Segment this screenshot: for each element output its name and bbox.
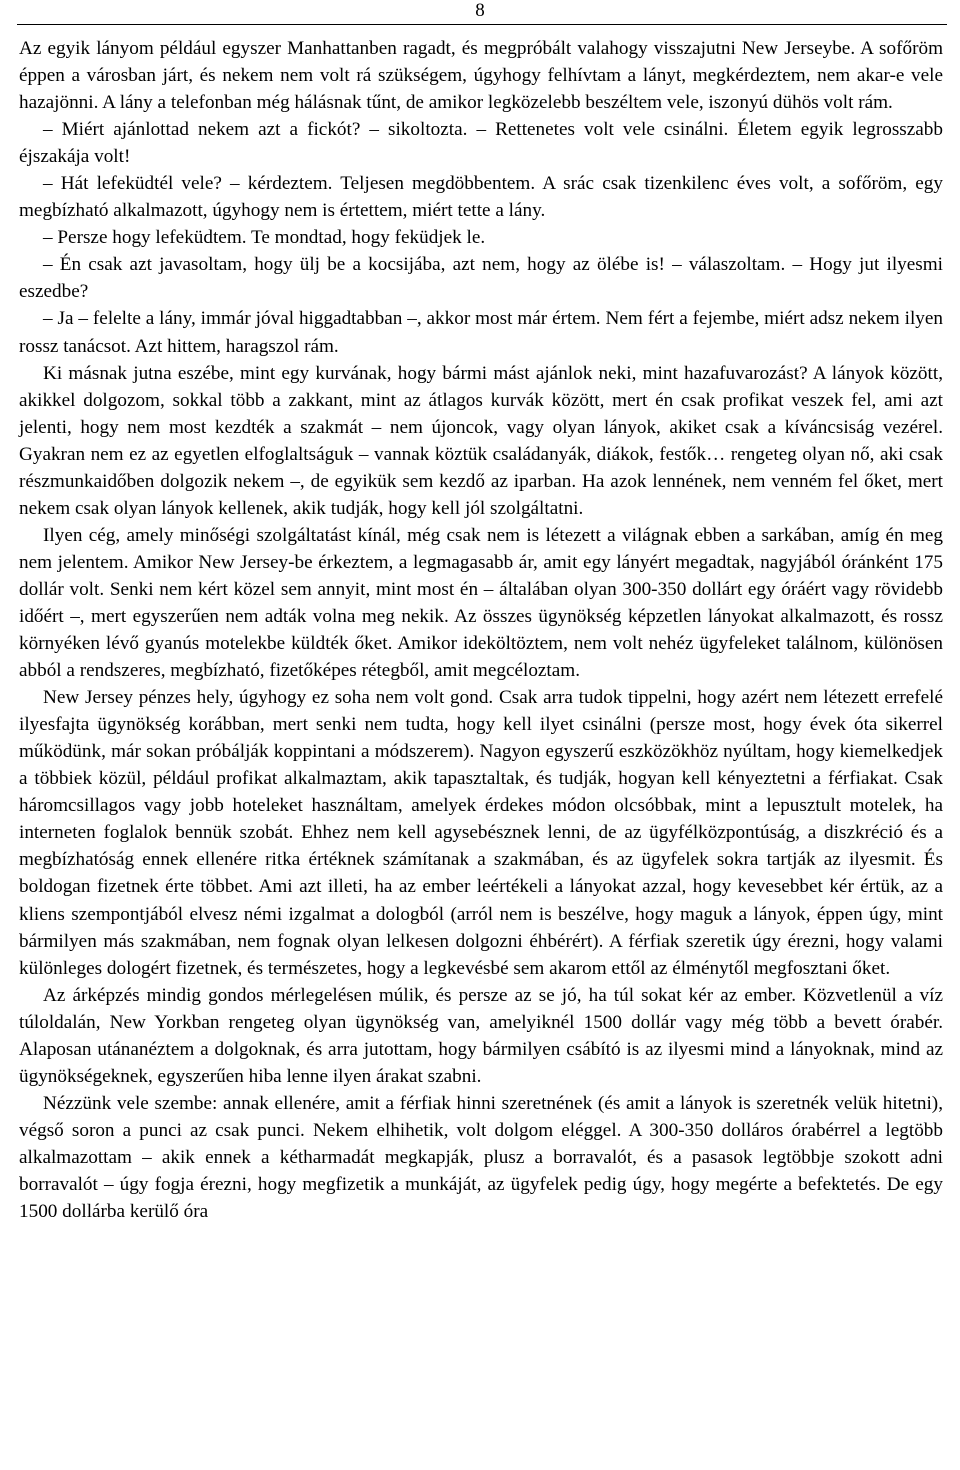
paragraph: – Hát lefeküdtél vele? – kérdeztem. Teljesen megdöbbentem. A srác csak tizenkilenc éves volt, a sofőröm, egy megbízható alkalmazott, úgyhogy nem is értettem, miért tette a lány. xyxy=(19,173,943,222)
paragraph: – Ja – felelte a lány, immár jóval higgadtabban –, akkor most már értem. Nem fért a fejembe, miért adsz nekem ilyen rossz tanácsot. Azt hittem, haragszol rám. xyxy=(19,308,943,357)
paragraph: Ilyen cég, amely minőségi szolgáltatást kínál, még csak nem is létezett a világnak ebben a sarkában, amíg én meg nem jelentem. Amikor New Jersey-be érkeztem, a legmagasabb ár, amit egy lányért megadtak, nagyjából óránként 175 dollár volt. Senki nem kért közel sem annyit, mint most én – általában olyan 300-350 dollárt egy óráért vagy rövidebb időért –, mert egyszerűen nem adták volna meg nekik. Az összes ügynökség képzetlen lányokat alkalmazott, és rossz környéken lévő gyanús motelekbe küldték őket. Amikor ideköltöztem, nem volt nehéz ügyfeleket találnom, különösen abból a rendszeres, megbízható, fizetőképes rétegből, amit megcéloztam. xyxy=(19,524,943,682)
header-rule xyxy=(17,24,947,25)
page-number: 8 xyxy=(475,0,485,21)
paragraph: Nézzünk vele szembe: annak ellenére, amit a férfiak hinni szeretnének (és amit a lányok is szeretnék velük hitetni), végső soron a punci az csak punci. Nekem elhihetik, volt dolgom eléggel. A 300-350 dolláros órabérrel a legtöbb alkalmazottam – akik ennek a kétharmadát megkapják, plusz a borravalót, és a pasasok legtöbbje szokott adni borravalót – úgy fogja érezni, hogy megfizetik a munkáját, az ügyfelek pedig úgy, hogy megérte a befektetés. De egy 1500 dollárba kerülő óra xyxy=(19,1092,943,1223)
paragraph: New Jersey pénzes hely, úgyhogy ez soha nem volt gond. Csak arra tudok tippelni, hogy azért nem létezett errefelé ilyesfajta ügynökség korábban, mert senki nem tudta, hogy kell ilyet csinálni (persze most, hogy évek óta sikerrel működünk, már sokan próbálják koppintani a módszerem). Nagyon egyszerű eszközökhöz nyúltam, hogy kiemelkedjek a többiek közül, például profikat alkalmaztam, akik tapasztaltak, és tudják, hogyan kell kényeztetni a férfiakat. Csak háromcsillagos vagy jobb hoteleket használtam, amelyek érdekes módon olcsóbbak, mint a lepusztult motelek, ha interneten foglalok bennük szobát. Ehhez nem kell agysebésznek lenni, de az ügyfélközpontúság, a diszkréció és a megbízhatóság ennek ellenére ritka értéknek számítanak a szakmában, és az ügyfelek sokra tartják az ilyesmit. És boldogan fizetnek érte többet. Ami azt illeti, ha az ember leértékeli a lányokat azzal, hogy kevesebbet kér értük, az a kliens szempontjából elvesz némi izgalmat a dologból (arról nem is beszélve, hogy maguk a lányok, éppen úgy, mint bármilyen más szakmában, nem fognak olyan lelkesen dolgozni éhbérért). A férfiak szeretik úgy érezni, hogy valami különleges dologért fizetnek, és természetes, hogy a legkevésbé sem akarom ettől az élménytől megfosztani őket. xyxy=(19,687,943,979)
paragraph: Az egyik lányom például egyszer Manhattanben ragadt, és megpróbált valahogy visszajutni New Jerseybe. A sofőröm éppen a városban járt, és nekem nem volt rá szükségem, úgyhogy felhívtam a lányt, megkérdeztem, nem akar-e vele hazajönni. A lány a telefonban még hálásnak tűnt, de amikor legközelebb beszéltem vele, iszonyú dühös volt rám. xyxy=(19,38,943,114)
paragraph: – Miért ajánlottad nekem azt a fickót? – sikoltozta. – Rettenetes volt vele csinálni. Életem egyik legrosszabb éjszakája volt! xyxy=(19,119,943,168)
paragraph: Az árképzés mindig gondos mérlegelésen múlik, és persze az se jó, ha túl sokat kér az ember. Közvetlenül a víz túloldalán, New Yorkban rengeteg olyan ügynökség van, amelyiknél 1500 dollár vagy még több a bevett órabér. Alaposan utánanéztem a dolgoknak, és arra jutottam, hogy bármilyen csábító is az ilyesmi mind a lányoknak, mind az ügynökségeknek, egyszerűen hiba lenne ilyen árakat szabni. xyxy=(19,984,943,1087)
paragraph: – Persze hogy lefeküdtem. Te mondtad, hogy feküdjek le. xyxy=(43,227,486,249)
paragraph: Ki másnak jutna eszébe, mint egy kurvának, hogy bármi mást ajánlok neki, mint hazafuvarozást? A lányok között, akikkel dolgozom, sokkal több a zakkant, mint az átlagos kurvák között, mert én csak profikat veszek fel, ami azt jelenti, hogy nem most kezdték a szakmát – nem újoncok, vagy olyan lányok, akiket csak a kíváncsiság vezérel. Gyakran nem ez az egyetlen elfoglaltságuk – vannak köztük családanyák, diákok, festők… rengeteg olyan nő, aki csak részmunkaidőben dolgozik nekem –, de egyikük sem kezdő az iparban. Ha azok lennének, nem venném fel őket, mert nekem csak olyan lányok kellenek, akik tudják, hogy kell jól szolgáltatni. xyxy=(19,362,943,519)
paragraph: – Én csak azt javasoltam, hogy ülj be a kocsijába, azt nem, hogy az ölébe is! – válaszoltam. – Hogy jut ilyesmi eszedbe? xyxy=(19,254,943,303)
body-text xyxy=(19,35,943,1225)
